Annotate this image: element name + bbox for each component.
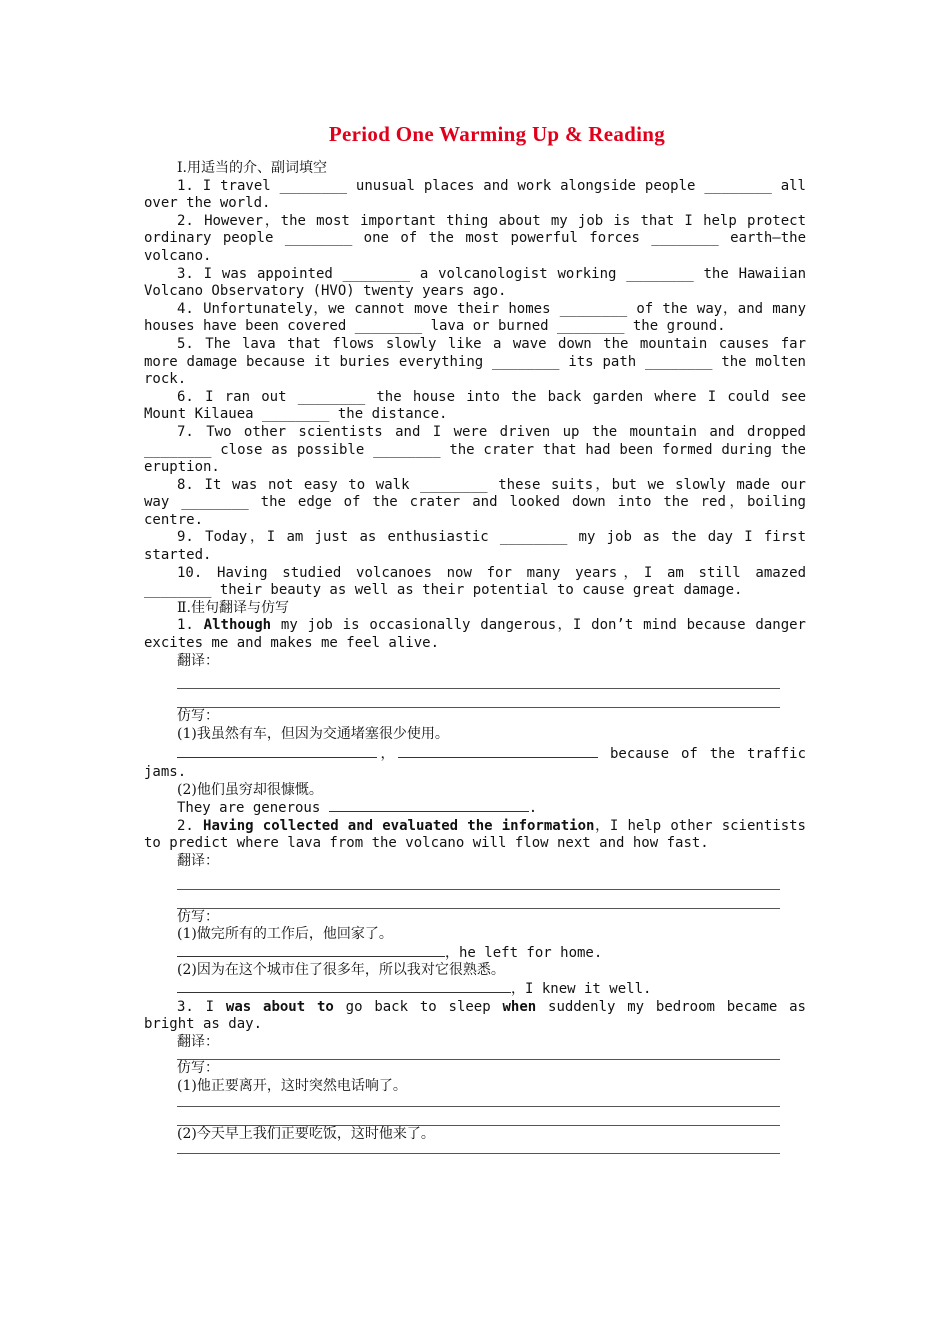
section-1-heading: Ⅰ.用适当的介、副词填空	[177, 160, 327, 176]
imitate-label: 仿写：	[177, 908, 219, 925]
fill-in-item-1: 1. I travel ________ unusual places and work alongside people ________ all over the world.	[144, 177, 806, 212]
imitate-answer-1-2: They are generous .	[177, 800, 538, 817]
answer-line[interactable]	[177, 1153, 780, 1154]
worksheet-body	[144, 160, 806, 1154]
fill-in-item-2: 2. However，the most important thing about my job is that I help protect ordinary people ________ one of the most powerful forces ________ earth—the volcano.	[144, 212, 806, 264]
fill-in-item-5: 5. The lava that flows slowly like a wave down the mountain causes far more damage because it buries everything ________ its path ________ the molten rock.	[144, 335, 806, 388]
imitate-prompt-3-1: (1)他正要离开，这时突然电话响了。	[177, 1077, 407, 1094]
fill-in-item-6: 6. I ran out ________ the house into the back garden where I could see Mount Kilauea ________ the distance.	[144, 388, 806, 423]
imitate-answer-2-2: ，I knew it well.	[144, 980, 806, 999]
sentence-3: 3. I was about to go back to sleep when suddenly my bedroom became as bright as day.	[144, 998, 806, 1033]
translate-label: 翻译：	[177, 852, 219, 869]
translate-label: 翻译：	[177, 652, 219, 669]
imitate-label: 仿写：	[177, 708, 219, 725]
translate-label: 翻译：	[177, 1033, 219, 1050]
fill-in-item-10: 10. Having studied volcanoes now for many years，I am still amazed ________ their beauty as well as their potential to cause great damage.	[144, 564, 806, 599]
answer-blank[interactable]	[177, 745, 377, 758]
imitate-answer-2-1: ，he left for home.	[144, 944, 806, 963]
section-2-heading: Ⅱ.佳句翻译与仿写	[177, 599, 289, 616]
sentence-1: 1. Although my job is occasionally dangerous，I don’t mind because danger excites me and makes me feel alive.	[144, 617, 806, 652]
fill-in-item-7: 7. Two other scientists and I were driven up the mountain and dropped ________ close as possible ________ the crater that had been formed during the eruption.	[144, 423, 806, 476]
imitate-prompt-3-2: (2)今天早上我们正要吃饭，这时他来了。	[177, 1125, 435, 1142]
sentence-2: 2. Having collected and evaluated the information，I help other scientists to predict where lava from the volcano will flow next and how fast.	[144, 817, 806, 852]
answer-blank[interactable]	[177, 944, 445, 957]
imitate-prompt-2-2: (2)因为在这个城市住了很多年，所以我对它很熟悉。	[177, 962, 505, 979]
page-title: Period One Warming Up & Reading	[328, 122, 666, 146]
imitate-answer-1-1: ， because of the traffic jams.	[144, 746, 806, 780]
fill-in-item-8: 8. It was not easy to walk ________ these suits，but we slowly made our way ________ the edge of the crater and looked down into the red，boiling centre.	[144, 476, 806, 528]
answer-blank[interactable]	[398, 745, 598, 758]
imitate-prompt-1-2: (2)他们虽穷却很慷慨。	[177, 781, 323, 798]
imitate-prompt-1-1: (1)我虽然有车，但因为交通堵塞很少使用。	[177, 725, 449, 742]
fill-in-item-3: 3. I was appointed ________ a volcanologist working ________ the Hawaiian Volcano Observatory (HVO) twenty years ago.	[144, 265, 806, 300]
imitate-label: 仿写：	[177, 1060, 219, 1077]
fill-in-item-9: 9. Today，I am just as enthusiastic ________ my job as the day I first started.	[144, 529, 806, 564]
answer-blank[interactable]	[329, 799, 529, 812]
imitate-prompt-2-1: (1)做完所有的工作后，他回家了。	[177, 926, 393, 943]
answer-blank[interactable]	[177, 980, 511, 993]
fill-in-item-4: 4. Unfortunately，we cannot move their homes ________ of the way，and many houses have been covered ________ lava or burned ________ the ground.	[144, 300, 806, 335]
